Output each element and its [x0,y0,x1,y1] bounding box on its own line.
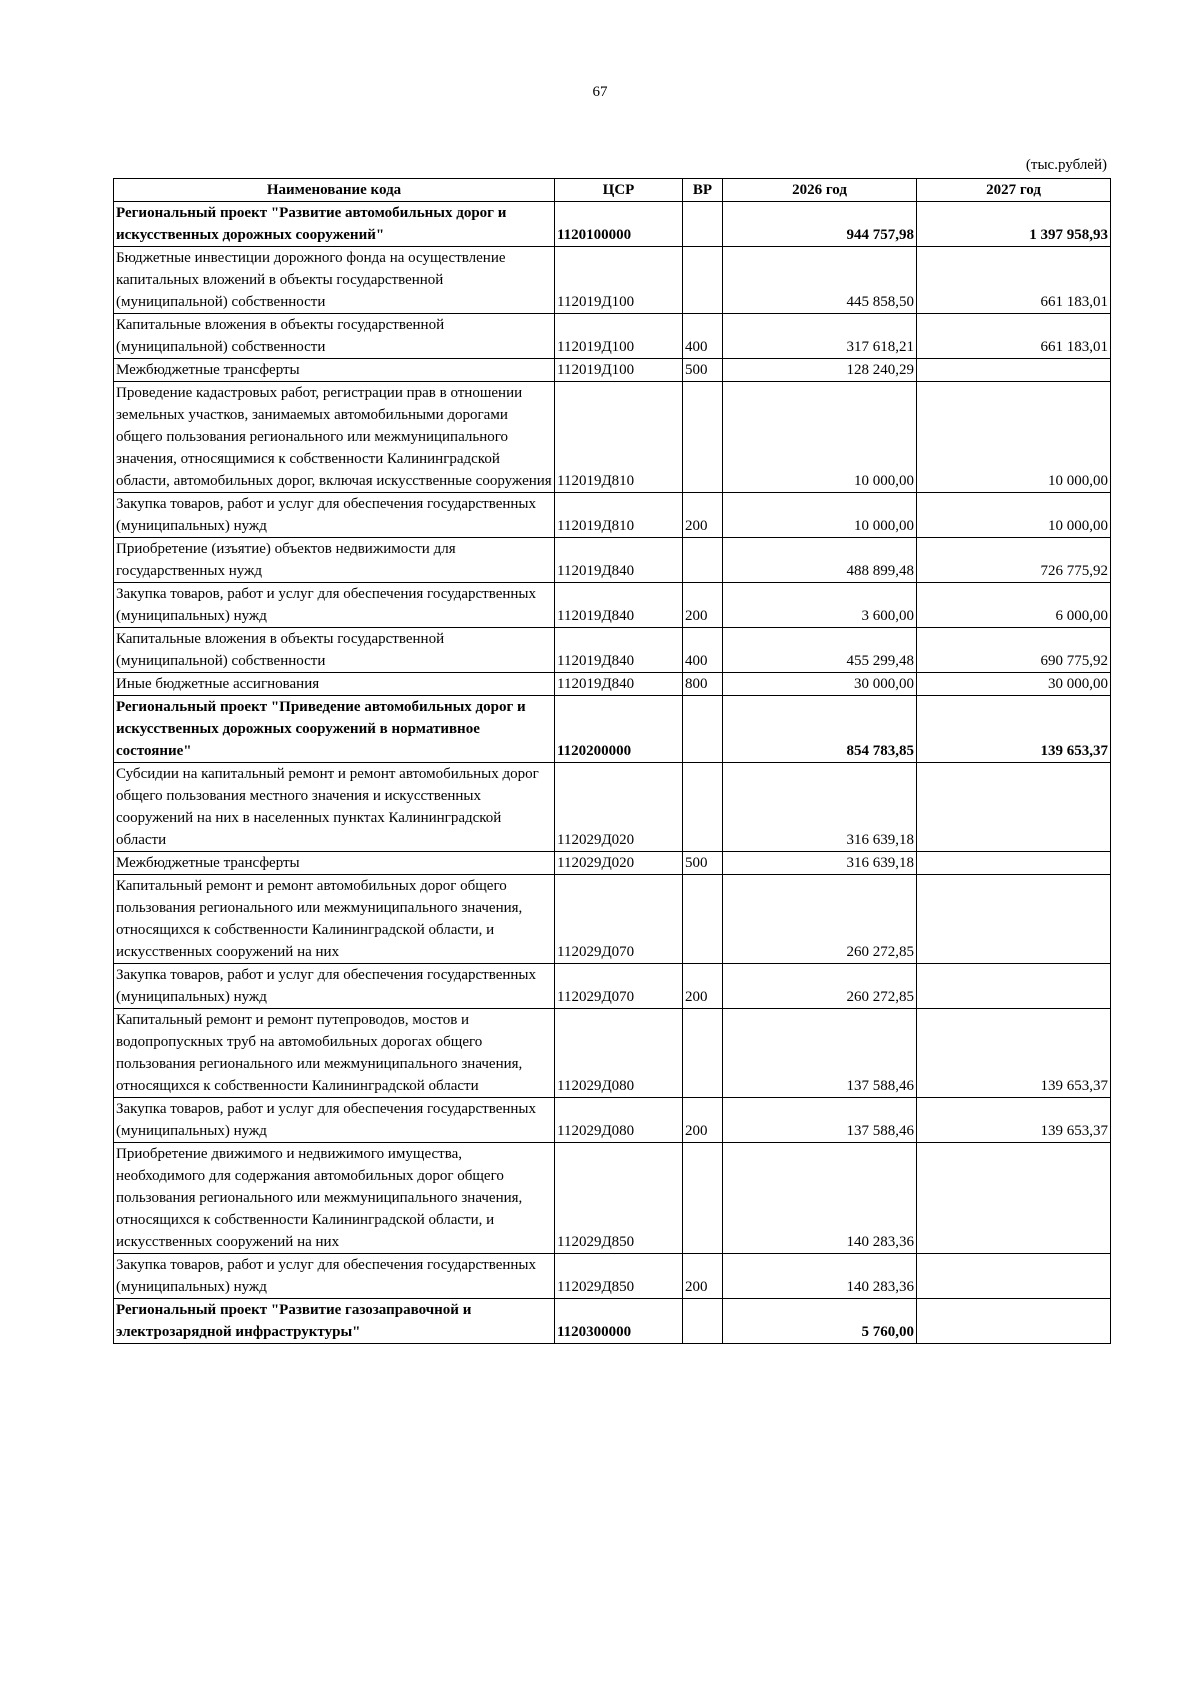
cell-name: Иные бюджетные ассигнования [114,673,555,696]
cell-2027: 1 397 958,93 [917,202,1111,247]
cell-vr: 800 [683,673,723,696]
cell-2027 [917,852,1111,875]
cell-2026: 317 618,21 [723,314,917,359]
cell-csr: 112029Д070 [555,875,683,964]
cell-vr: 200 [683,1098,723,1143]
cell-2026: 445 858,50 [723,247,917,314]
cell-2027: 726 775,92 [917,538,1111,583]
cell-2026: 260 272,85 [723,964,917,1009]
cell-name: Закупка товаров, работ и услуг для обеспечения государственных (муниципальных) нужд [114,1254,555,1299]
cell-csr: 112019Д100 [555,247,683,314]
cell-2026: 128 240,29 [723,359,917,382]
cell-csr: 112019Д810 [555,493,683,538]
cell-csr: 112029Д850 [555,1143,683,1254]
cell-csr: 112029Д850 [555,1254,683,1299]
cell-2027: 139 653,37 [917,1098,1111,1143]
cell-csr: 112029Д070 [555,964,683,1009]
header-csr: ЦСР [555,179,683,202]
table-row [114,964,1111,1009]
cell-name: Капитальный ремонт и ремонт автомобильных дорог общего пользования регионального или межмуниципального значения, относящихся к собственности Калининградской области, и искусственных сооружений на них [114,875,555,964]
cell-vr: 400 [683,628,723,673]
cell-2027: 10 000,00 [917,493,1111,538]
cell-csr: 112019Д100 [555,314,683,359]
table-row [114,493,1111,538]
cell-name: Региональный проект "Развитие газозаправочной и электрозарядной инфраструктуры" [114,1299,555,1344]
cell-2026: 5 760,00 [723,1299,917,1344]
budget-table [113,178,1111,1344]
cell-name: Закупка товаров, работ и услуг для обеспечения государственных (муниципальных) нужд [114,583,555,628]
table-row [114,1143,1111,1254]
cell-csr: 112019Д100 [555,359,683,382]
table-row [114,875,1111,964]
table-row [114,673,1111,696]
table-row [114,1254,1111,1299]
table-header-row [114,179,1111,202]
cell-name: Межбюджетные трансферты [114,359,555,382]
units-label: (тыс.рублей) [1025,157,1107,173]
cell-2026: 10 000,00 [723,382,917,493]
table-row [114,1098,1111,1143]
cell-vr: 500 [683,852,723,875]
cell-csr: 112019Д810 [555,382,683,493]
cell-csr: 1120100000 [555,202,683,247]
cell-csr: 112029Д020 [555,852,683,875]
cell-name: Приобретение движимого и недвижимого имущества, необходимого для содержания автомобильных дорог общего пользования регионального или межмуниципального значения, относящихся к собственности Калининградской области, и искусственных сооружений на них [114,1143,555,1254]
header-2027: 2027 год [917,179,1111,202]
cell-vr: 500 [683,359,723,382]
table-row [114,247,1111,314]
cell-name: Бюджетные инвестиции дорожного фонда на осуществление капитальных вложений в объекты государственной (муниципальной) собственности [114,247,555,314]
cell-name: Приобретение (изъятие) объектов недвижимости для государственных нужд [114,538,555,583]
cell-vr [683,696,723,763]
cell-2026: 30 000,00 [723,673,917,696]
cell-2026: 10 000,00 [723,493,917,538]
cell-2027 [917,964,1111,1009]
table-row [114,382,1111,493]
cell-2027 [917,1143,1111,1254]
cell-vr [683,538,723,583]
cell-name: Региональный проект "Развитие автомобильных дорог и искусственных дорожных сооружений" [114,202,555,247]
cell-name: Закупка товаров, работ и услуг для обеспечения государственных (муниципальных) нужд [114,493,555,538]
cell-csr: 112019Д840 [555,583,683,628]
table-row [114,1009,1111,1098]
cell-2027 [917,763,1111,852]
cell-2026: 944 757,98 [723,202,917,247]
cell-vr: 200 [683,964,723,1009]
cell-csr: 112029Д080 [555,1098,683,1143]
cell-csr: 1120300000 [555,1299,683,1344]
cell-vr [683,763,723,852]
cell-2027: 139 653,37 [917,696,1111,763]
cell-name: Капитальные вложения в объекты государственной (муниципальной) собственности [114,628,555,673]
cell-vr: 200 [683,493,723,538]
cell-vr: 400 [683,314,723,359]
cell-name: Закупка товаров, работ и услуг для обеспечения государственных (муниципальных) нужд [114,1098,555,1143]
cell-vr [683,875,723,964]
cell-2026: 137 588,46 [723,1009,917,1098]
table-row [114,583,1111,628]
cell-2026: 488 899,48 [723,538,917,583]
cell-2027 [917,1254,1111,1299]
cell-2027: 661 183,01 [917,247,1111,314]
cell-2027: 30 000,00 [917,673,1111,696]
cell-2026: 140 283,36 [723,1254,917,1299]
table-row [114,628,1111,673]
page-number: 67 [592,84,608,100]
cell-2026: 316 639,18 [723,763,917,852]
cell-vr [683,382,723,493]
cell-vr [683,247,723,314]
table-row [114,538,1111,583]
cell-2027: 661 183,01 [917,314,1111,359]
table-body [114,202,1111,1344]
table-row [114,763,1111,852]
cell-name: Закупка товаров, работ и услуг для обеспечения государственных (муниципальных) нужд [114,964,555,1009]
cell-2026: 137 588,46 [723,1098,917,1143]
cell-name: Межбюджетные трансферты [114,852,555,875]
cell-2027: 10 000,00 [917,382,1111,493]
cell-2026: 260 272,85 [723,875,917,964]
cell-name: Проведение кадастровых работ, регистрации прав в отношении земельных участков, занимаемых автомобильными дорогами общего пользования регионального или межмуниципального значения, относящимися к собственности Калининградской области, автомобильных дорог, включая искусственные сооружения [114,382,555,493]
cell-name: Субсидии на капитальный ремонт и ремонт автомобильных дорог общего пользования местного значения и искусственных сооружений на них в населенных пунктах Калининградской области [114,763,555,852]
table-row [114,202,1111,247]
cell-vr [683,1143,723,1254]
cell-name: Капитальный ремонт и ремонт путепроводов, мостов и водопропускных труб на автомобильных дорогах общего пользования регионального или межмуниципального значения, относящихся к собственности Калининградской области [114,1009,555,1098]
cell-2026: 3 600,00 [723,583,917,628]
cell-csr: 112019Д840 [555,628,683,673]
cell-2026: 316 639,18 [723,852,917,875]
table-row [114,314,1111,359]
cell-name: Капитальные вложения в объекты государственной (муниципальной) собственности [114,314,555,359]
cell-csr: 112019Д840 [555,538,683,583]
cell-csr: 1120200000 [555,696,683,763]
cell-2027: 6 000,00 [917,583,1111,628]
cell-vr: 200 [683,1254,723,1299]
cell-name: Региональный проект "Приведение автомобильных дорог и искусственных дорожных сооружений в нормативное состояние" [114,696,555,763]
cell-2027 [917,875,1111,964]
header-vr: ВР [683,179,723,202]
cell-2026: 854 783,85 [723,696,917,763]
cell-vr: 200 [683,583,723,628]
table-row [114,852,1111,875]
cell-csr: 112019Д840 [555,673,683,696]
cell-2027 [917,1299,1111,1344]
cell-vr [683,202,723,247]
cell-2027 [917,359,1111,382]
cell-vr [683,1299,723,1344]
table-row [114,359,1111,382]
cell-2027: 690 775,92 [917,628,1111,673]
table-row [114,1299,1111,1344]
header-name: Наименование кода [114,179,555,202]
cell-2026: 455 299,48 [723,628,917,673]
cell-csr: 112029Д020 [555,763,683,852]
cell-2026: 140 283,36 [723,1143,917,1254]
table-row [114,696,1111,763]
cell-2027: 139 653,37 [917,1009,1111,1098]
header-2026: 2026 год [723,179,917,202]
cell-csr: 112029Д080 [555,1009,683,1098]
cell-vr [683,1009,723,1098]
